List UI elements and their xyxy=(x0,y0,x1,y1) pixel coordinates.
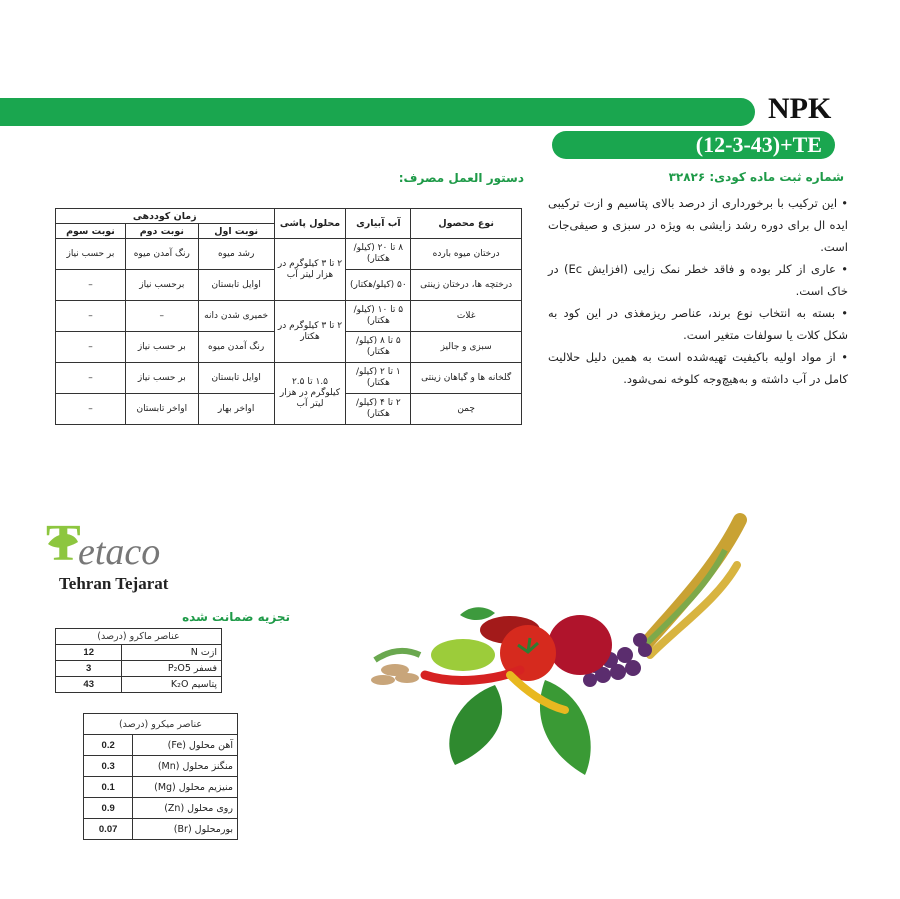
product-formula: (12-3-43)+TE xyxy=(695,132,822,157)
table-row: درختان میوه بارده ۸ تا ۲۰ (کیلو/هکتار) ۲ تا ۳ کیلوگرم در هزار لیتر آب رشد میوه رنگ آمدن میوه بر حسب نیاز xyxy=(56,239,522,270)
table-row: درختچه ها، درختان زینتی ۵۰ (کیلو/هکتار) اوایل تابستان برحسب نیاز – xyxy=(56,270,522,301)
apple-icon xyxy=(548,615,612,675)
logo-subtitle: Tehran Tejarat xyxy=(59,574,169,593)
header-third: نوبت سوم xyxy=(56,224,126,239)
table-row: چمن ۲ تا ۴ (کیلو/هکتار) اواخر بهار اواخر تابستان – xyxy=(56,394,522,425)
table-row: پتاسیم K₂O 43 xyxy=(56,677,222,693)
table-row: ازت N 12 xyxy=(56,645,222,661)
header-green-bar xyxy=(0,98,755,126)
table-row: فسفر P₂O5 3 xyxy=(56,661,222,677)
green-pepper-icon xyxy=(431,639,495,671)
usage-title: دستور العمل مصرف: xyxy=(398,171,524,185)
header-second: نوبت دوم xyxy=(125,224,198,239)
leaf-icon xyxy=(449,685,502,765)
header-crop: نوع محصول xyxy=(411,209,522,239)
table-row: منگنز محلول (Mn) 0.3 xyxy=(84,756,238,777)
header-foliar: محلول پاشی xyxy=(274,209,346,239)
description-paragraph: • عاری از کلر بوده و فاقد خطر نمک زایی (افزایش Ec) در خاک است. xyxy=(548,262,848,298)
product-name: NPK xyxy=(768,92,832,125)
leaf-icon xyxy=(540,680,591,775)
pistachio-icon xyxy=(371,664,419,685)
table-row: سبزی و جالیز ۵ تا ۸ (کیلو/هکتار) رنگ آمدن میوه بر حسب نیاز – xyxy=(56,332,522,363)
foliar-group: ۲ تا ۳ کیلوگرم در هکتار xyxy=(274,301,346,363)
header-timing: زمان کوددهی xyxy=(56,209,275,224)
table-row: بورمحلول (Br) 0.07 xyxy=(84,819,238,840)
logo-initial: T xyxy=(46,515,81,572)
micro-elements-table xyxy=(83,713,238,840)
table-row: منیزیم محلول (Mg) 0.1 xyxy=(84,777,238,798)
produce-illustration xyxy=(345,510,755,780)
registration-number: شماره ثبت ماده کودی: ۳۲۸۲۶ xyxy=(668,170,844,184)
description-paragraph: • این ترکیب با برخورداری از درصد بالای پتاسیم و ازت ترکیبی ایده ال برای دوره رشد زایشی به ویژه در سبزی و صیفی‌جات است. xyxy=(548,196,848,254)
chili-icon xyxy=(425,670,520,680)
foliar-group: ۲ تا ۳ کیلوگرم در هزار لیتر آب xyxy=(274,239,346,301)
usage-table xyxy=(55,208,522,425)
table-row: غلات ۵ تا ۱۰ (کیلو/هکتار) ۲ تا ۳ کیلوگرم در هکتار خمیری شدن دانه – – xyxy=(56,301,522,332)
foliar-group: ۱.۵ تا ۲.۵ کیلوگرم در هزار لیتر آب xyxy=(274,363,346,425)
product-description xyxy=(548,192,848,390)
analysis-title: تجزیه ضمانت شده xyxy=(182,610,290,624)
header-irrigation: آب آبیاری xyxy=(346,209,411,239)
logo-wordmark: etaco xyxy=(78,531,161,573)
table-row: روی محلول (Zn) 0.9 xyxy=(84,798,238,819)
table-row: آهن محلول (Fe) 0.2 xyxy=(84,735,238,756)
table-row: گلخانه ها و گیاهان زینتی ۱ تا ۲ (کیلو/هکتار) ۱.۵ تا ۲.۵ کیلوگرم در هزار لیتر آب اوایل تابستان بر حسب نیاز – xyxy=(56,363,522,394)
macro-elements-table xyxy=(55,628,222,693)
header-first: نوبت اول xyxy=(198,224,274,239)
micro-header: عناصر میکرو (درصد) xyxy=(84,714,238,735)
description-paragraph: • از مواد اولیه باکیفیت تهیه‌شده است به همین دلیل حلالیت کامل در آب داشته و به‌هیچ‌وجه کلوخه نمی‌شود. xyxy=(548,350,848,386)
wheat-icon xyxy=(640,520,740,655)
macro-header: عناصر ماکرو (درصد) xyxy=(56,629,222,645)
description-paragraph: • بسته به انتخاب نوع برند، عناصر ریزمغذی در این کود به شکل کلات یا سولفات متغیر است. xyxy=(548,306,848,342)
